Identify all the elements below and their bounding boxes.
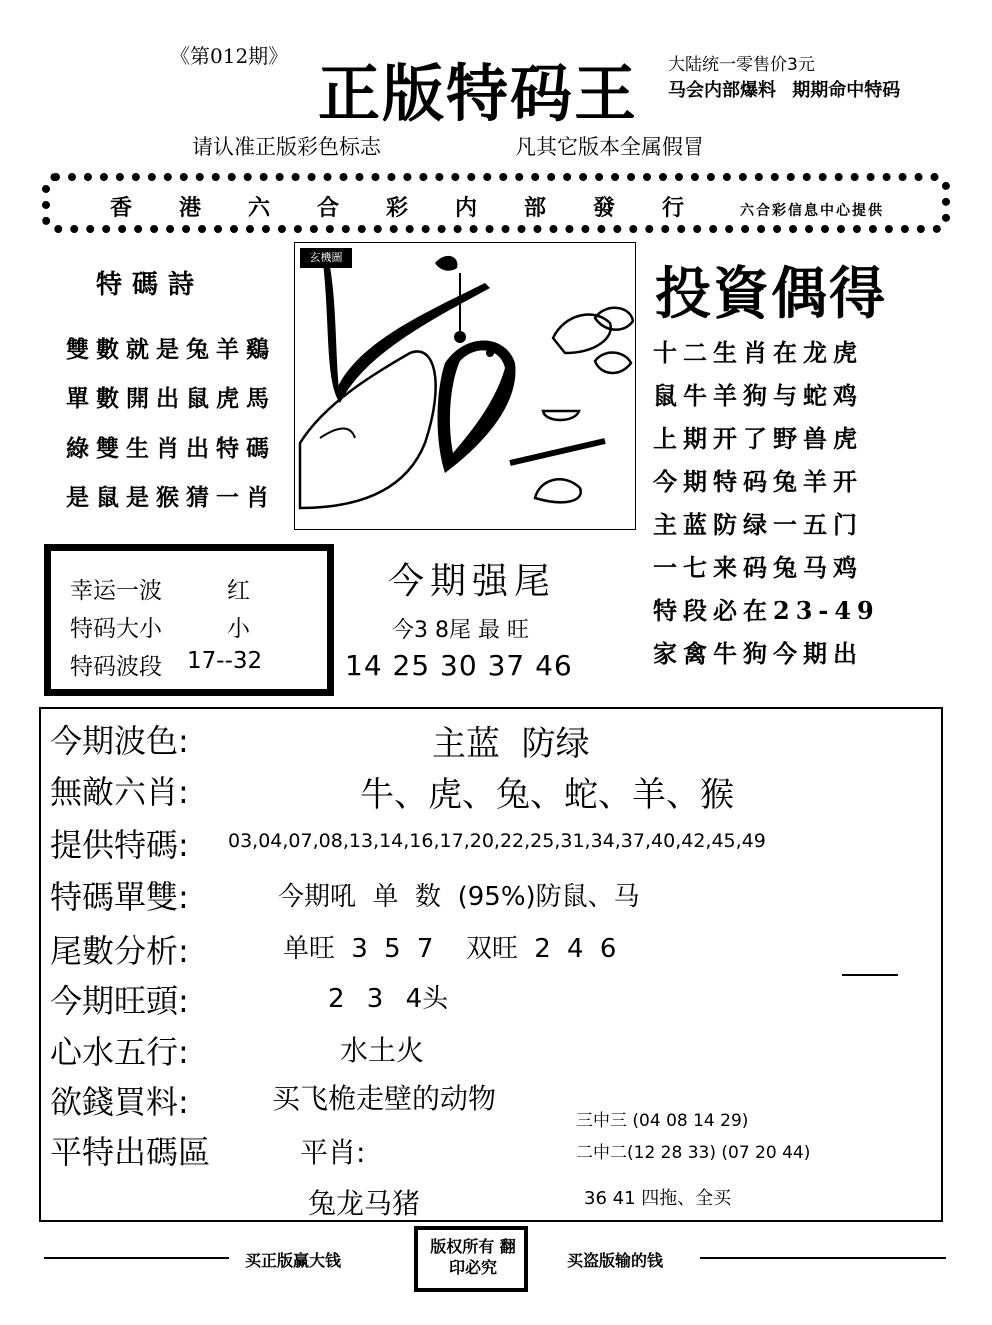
invest-line: 一七来码兔马鸡 (653, 553, 863, 582)
buy-label: 欲錢買料: (50, 1083, 189, 1121)
lucky-segment-label: 特码波段 (70, 654, 162, 680)
copyright-text: 版权所有 翻印必究 (430, 1237, 516, 1277)
recognize-notice: 请认准正版彩色标志 (192, 135, 381, 159)
page-title: 正版特码王 (318, 57, 639, 130)
flat-value: 兔龙马猪 (308, 1187, 421, 1220)
banner-subtext: 六合彩信息中心提供 (740, 203, 884, 219)
element-value: 水土火 (340, 1034, 425, 1067)
invest-line: 上期开了野兽虎 (653, 424, 863, 453)
numbers-value: 03,04,07,08,13,14,16,17,20,22,25,31,34,37,40,42,45,49 (228, 830, 766, 852)
two-of-two: 二中二(12 28 33) (07 20 44) (576, 1143, 811, 1163)
flat-label: 平肖: (300, 1136, 366, 1169)
poem-line: 雙數就是兔羊鷄 (66, 336, 276, 363)
area-label: 平特出碼區 (50, 1133, 211, 1171)
price-text: 大陆统一零售价3元 (668, 55, 815, 75)
fake-notice: 凡其它版本全属假冒 (515, 135, 704, 159)
footer-right-line (700, 1257, 946, 1259)
invest-line: 今期特码兔羊开 (653, 467, 863, 496)
drag-value: 36 41 四拖、全买 (584, 1188, 732, 1209)
footer-left-line (44, 1257, 229, 1259)
lucky-wave-value: 红 (227, 578, 250, 604)
zodiac-value: 牛、虎、兔、蛇、羊、猴 (360, 775, 734, 815)
invest-line: 主蓝防绿一五门 (653, 510, 863, 539)
buy-value: 买飞桅走壁的动物 (272, 1082, 497, 1115)
footer-left-text: 买正版赢大钱 (245, 1251, 342, 1270)
bird-illustration (294, 242, 636, 530)
tagline-text: 马会内部爆料 期期命中特码 (668, 80, 901, 101)
invest-line: 特段必在23-49 (653, 596, 880, 625)
color-label: 今期波色: (50, 722, 189, 760)
strong-tail-title: 今期强尾 (388, 561, 557, 602)
lucky-size-label: 特码大小 (70, 616, 162, 642)
strong-tail-subtitle: 今3 8尾 最 旺 (392, 618, 529, 643)
head-value: 2 3 4头 (328, 984, 449, 1014)
invest-line: 家禽牛狗今期出 (653, 639, 863, 668)
tail-value: 单旺 3 5 7 双旺 2 4 6 (283, 934, 617, 964)
poem-line: 單數開出鼠虎馬 (66, 385, 276, 412)
issue-number: 《第012期》 (170, 44, 289, 68)
odd-even-label: 特碼單雙: (50, 878, 189, 916)
poem-title: 特碼詩 (96, 270, 205, 300)
lucky-wave-label: 幸运一波 (70, 578, 162, 604)
illustration-tag: 玄機圖 (300, 248, 352, 268)
numbers-label: 提供特碼: (50, 826, 189, 864)
zodiac-label: 無敵六肖: (50, 773, 189, 811)
lucky-segment-value: 17--32 (187, 648, 263, 674)
three-of-three: 三中三 (04 08 14 29) (576, 1111, 749, 1131)
banner-text: 香港六合彩内部發行 (110, 195, 732, 221)
tail-label: 尾數分析: (50, 932, 189, 970)
invest-line: 十二生肖在龙虎 (653, 338, 863, 367)
poem-line: 綠雙生肖出特碼 (66, 435, 276, 462)
invest-line: 鼠牛羊狗与蛇鸡 (653, 381, 863, 410)
color-value: 主蓝 防绿 (432, 724, 590, 764)
invest-title: 投資偶得 (655, 261, 887, 327)
lucky-size-value: 小 (227, 616, 250, 642)
poem-line: 是鼠是猴猜一肖 (66, 484, 276, 511)
strong-tail-numbers: 14 25 30 37 46 (345, 649, 573, 682)
footer-right-text: 买盗版输的钱 (567, 1251, 664, 1270)
odd-even-value: 今期吼 单 数 (95%)防鼠、马 (278, 882, 640, 912)
divider-line (842, 974, 898, 976)
bird-drawing-icon (295, 243, 634, 528)
element-label: 心水五行: (50, 1033, 189, 1071)
head-label: 今期旺頭: (50, 982, 189, 1020)
